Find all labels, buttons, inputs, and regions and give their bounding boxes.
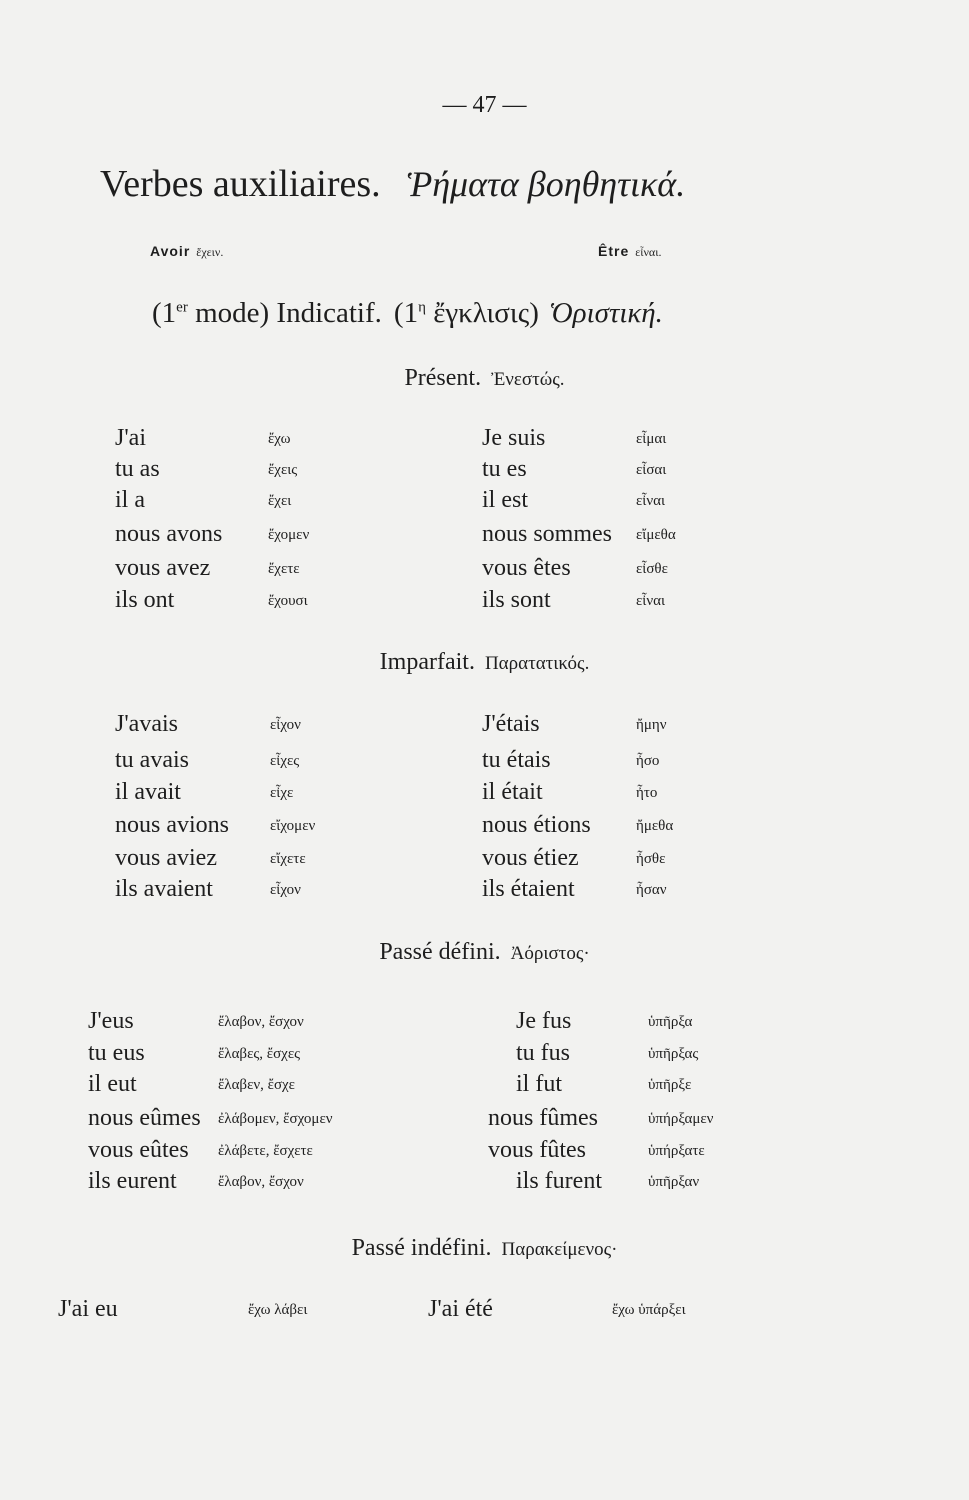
etre-greek-form: ὑπήρξατε [648, 1143, 705, 1159]
avoir-form: vous eûtes [88, 1137, 189, 1163]
etre-form: nous fûmes [488, 1105, 598, 1131]
etre-greek-form: εἴμεθα [636, 527, 676, 543]
avoir-greek-form: εἶχες [270, 753, 300, 769]
avoir-form: J'eus [88, 1008, 134, 1034]
title-french: Verbes auxiliaires. [100, 163, 381, 205]
mode-greek-text: ἔγκλισις) [425, 297, 539, 329]
section-imparfait-title [0, 649, 969, 676]
avoir-greek-form: ἔχω [268, 431, 291, 447]
etre-greek-form: ἦσαν [636, 882, 667, 898]
etre-greek-form: ἤμεθα [636, 818, 674, 834]
avoir-greek-form: ἐλάβετε, ἔσχετε [218, 1143, 313, 1159]
section-greek-title: Ἀόριστος· [510, 943, 590, 964]
etre-greek: εἶναι. [635, 245, 662, 259]
etre-form: Je suis [482, 425, 546, 451]
etre-greek-form: εἶμαι [636, 431, 667, 447]
mode-greek-number: (1 [393, 297, 419, 329]
etre-form: tu es [482, 456, 527, 482]
etre-heading [598, 243, 661, 261]
etre-label: Être [598, 243, 630, 259]
avoir-greek-form: ἔχει [268, 493, 292, 509]
avoir-greek-form: ἔλαβεν, ἔσχε [218, 1077, 295, 1093]
mode-number: (1 [152, 297, 177, 329]
etre-greek-form: ὑπῆρξα [648, 1014, 693, 1030]
avoir-form: nous eûmes [88, 1105, 201, 1131]
avoir-greek-form: ἔλαβες, ἔσχες [218, 1046, 301, 1062]
etre-greek-form: εἶναι [636, 593, 666, 609]
avoir-greek-form: εἶχε [270, 785, 294, 801]
avoir-label: Avoir [150, 243, 191, 259]
etre-form: J'étais [482, 711, 540, 737]
section-passe-defini-title [0, 939, 969, 966]
mode-sup: er [176, 299, 188, 316]
etre-form: il est [482, 487, 528, 513]
avoir-form: vous aviez [115, 845, 217, 871]
avoir-greek-form: ἔλαβον, ἔσχον [218, 1014, 304, 1030]
avoir-greek-form: εἴχετε [270, 851, 306, 867]
etre-form: nous sommes [482, 521, 613, 547]
etre-greek-form: ἦσθε [636, 851, 666, 867]
etre-form: tu étais [482, 747, 551, 773]
avoir-form: nous avions [115, 812, 229, 838]
avoir-form: J'ai eu [58, 1296, 118, 1322]
section-title: Passé indéfini. [351, 1235, 492, 1261]
avoir-greek: ἔχειν. [196, 245, 224, 259]
etre-form: J'ai été [428, 1296, 493, 1322]
avoir-form: il a [115, 487, 145, 513]
avoir-form: ils eurent [88, 1168, 177, 1194]
etre-form: vous étiez [482, 845, 579, 871]
mode-greek [394, 297, 539, 329]
etre-greek-form: ἤμην [636, 717, 667, 733]
etre-form: vous êtes [482, 555, 571, 581]
mode-greek-word: Ὁριστική. [548, 297, 663, 329]
etre-greek-form: ὑπῆρξας [648, 1046, 699, 1062]
avoir-greek-form: εἴχομεν [270, 818, 316, 834]
avoir-heading [150, 243, 223, 261]
etre-form: vous fûtes [488, 1137, 586, 1163]
avoir-form: nous avons [115, 521, 223, 547]
section-greek-title: Παρατατικός. [484, 653, 590, 674]
etre-form: ils étaient [482, 876, 575, 902]
etre-greek-form: εἶσαι [636, 462, 667, 478]
etre-greek-form: ὑπῆρξαν [648, 1174, 700, 1190]
avoir-form: tu eus [88, 1040, 145, 1066]
avoir-form: tu as [115, 456, 160, 482]
avoir-greek-form: εἶχον [270, 882, 301, 898]
avoir-form: il avait [115, 779, 181, 805]
avoir-greek-form: ἔλαβον, ἔσχον [218, 1174, 304, 1190]
avoir-form: il eut [88, 1071, 137, 1097]
etre-greek-form: ἦσο [636, 753, 660, 769]
avoir-form: J'avais [115, 711, 178, 737]
avoir-greek-form: ἐλάβομεν, ἔσχομεν [218, 1111, 333, 1127]
mode-heading [152, 297, 663, 330]
avoir-form: tu avais [115, 747, 189, 773]
etre-greek-form: ὑπῆρξε [648, 1077, 692, 1093]
avoir-greek-form: ἔχομεν [268, 527, 310, 543]
etre-form: il était [482, 779, 543, 805]
mode-greek-sup: η [418, 299, 426, 316]
etre-form: tu fus [516, 1040, 570, 1066]
etre-greek-form: ἔχω ὑπάρξει [612, 1302, 686, 1318]
page-title [100, 162, 685, 206]
etre-greek-form: ἦτο [636, 785, 658, 801]
section-greek-title: Ἐνεστώς. [491, 369, 565, 390]
avoir-greek-form: ἔχουσι [268, 593, 308, 609]
etre-greek-form: ὑπήρξαμεν [648, 1111, 714, 1127]
avoir-form: ils avaient [115, 876, 213, 902]
avoir-greek-form: ἔχετε [268, 561, 300, 577]
avoir-form: ils ont [115, 587, 175, 613]
mode-text: mode) Indicatif. [187, 297, 382, 329]
avoir-form: vous avez [115, 555, 211, 581]
etre-form: il fut [516, 1071, 562, 1097]
avoir-greek-form: ἔχω λάβει [248, 1302, 308, 1318]
section-passe-indefini-title [0, 1235, 969, 1262]
title-greek: Ῥήματα βοηθητικά. [406, 164, 686, 204]
etre-form: ils sont [482, 587, 551, 613]
section-title: Présent. [404, 365, 482, 391]
avoir-greek-form: εἶχον [270, 717, 301, 733]
avoir-form: J'ai [115, 425, 146, 451]
avoir-greek-form: ἔχεις [268, 462, 298, 478]
section-present-title [0, 365, 969, 392]
etre-form: nous étions [482, 812, 591, 838]
section-title: Passé défini. [379, 939, 501, 965]
page-number: — 47 — [442, 92, 527, 118]
etre-greek-form: εἶσθε [636, 561, 668, 577]
etre-greek-form: εἶναι [636, 493, 666, 509]
section-greek-title: Παρακείμενος· [501, 1239, 618, 1260]
etre-form: Je fus [516, 1008, 572, 1034]
section-title: Imparfait. [379, 649, 475, 675]
etre-form: ils furent [516, 1168, 602, 1194]
